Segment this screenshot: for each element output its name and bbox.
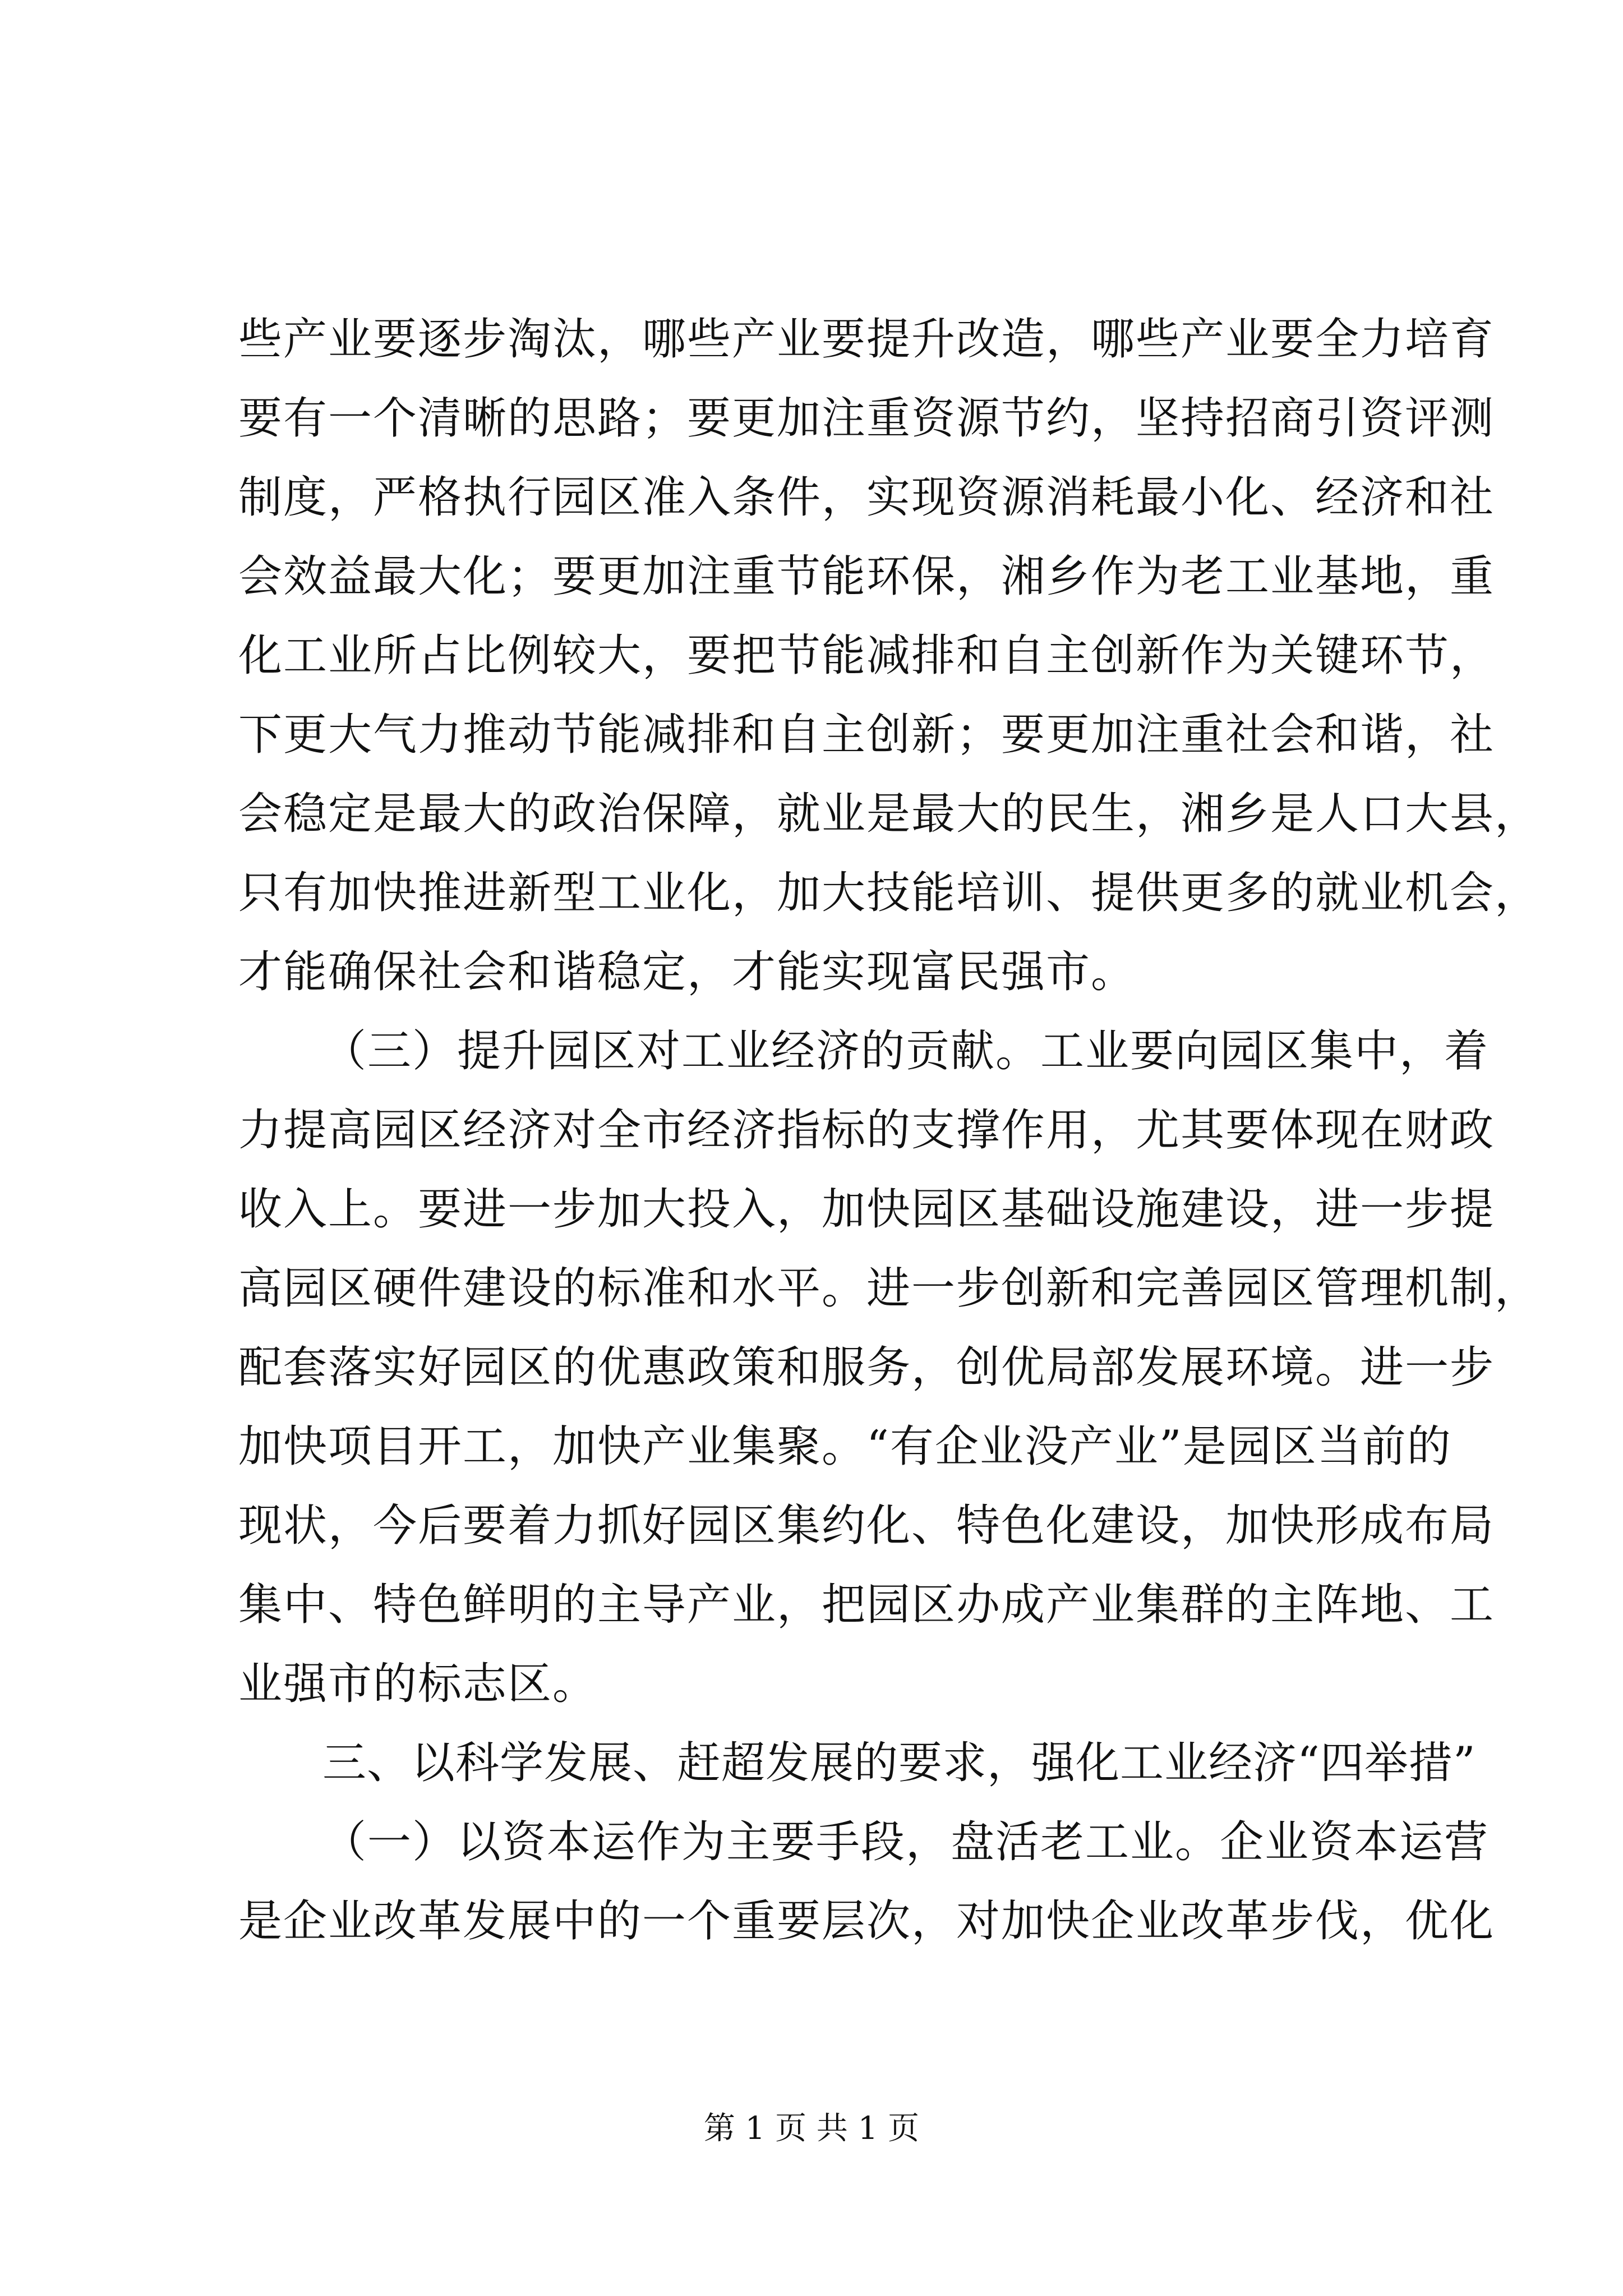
chapter-heading: 三、以科学发展、赶超发展的要求，强化工业经济“四举措”: [322, 1738, 1476, 1788]
text-line: 会效益最大化；要更加注重节能环保，湘乡作为老工业基地，重: [238, 551, 1495, 602]
text-line: 制度，严格执行园区准入条件，实现资源消耗最小化、经济和社: [238, 472, 1495, 523]
section-heading-line: （一）以资本运作为主要手段，盘活老工业。企业资本运营: [322, 1817, 1490, 1867]
text-line: 业强市的标志区。: [238, 1659, 598, 1709]
text-line: 高园区硬件建设的标准和水平。进一步创新和完善园区管理机制，: [238, 1263, 1540, 1314]
page-number-footer: 第 1 页 共 1 页: [703, 2110, 920, 2147]
text-line: 会稳定是最大的政治保障，就业是最大的民生，湘乡是人口大县，: [238, 789, 1540, 839]
text-line: 化工业所占比例较大，要把节能减排和自主创新作为关键环节，: [238, 631, 1495, 681]
text-line: 只有加快推进新型工业化，加大技能培训、提供更多的就业机会，: [238, 868, 1540, 918]
text-line: 些产业要逐步淘汰，哪些产业要提升改造，哪些产业要全力培育: [238, 314, 1495, 365]
text-line: 是企业改革发展中的一个重要层次，对加快企业改革步伐，优化: [238, 1896, 1495, 1947]
text-line: 力提高园区经济对全市经济指标的支撑作用，尤其要体现在财政: [238, 1105, 1495, 1156]
text-line: 收入上。要进一步加大投入，加快园区基础设施建设，进一步提: [238, 1184, 1495, 1235]
text-line: 现状，今后要着力抓好园区集约化、特色化建设，加快形成布局: [238, 1501, 1495, 1551]
section-heading-line: （三）提升园区对工业经济的贡献。工业要向园区集中，着: [322, 1026, 1490, 1076]
document-body: [238, 300, 1540, 1961]
text-line: 配套落实好园区的优惠政策和服务，创优局部发展环境。进一步: [238, 1342, 1495, 1393]
text-line: 要有一个清晰的思路；要更加注重资源节约，坚持招商引资评测: [238, 393, 1495, 444]
text-line: 集中、特色鲜明的主导产业，把园区办成产业集群的主阵地、工: [238, 1580, 1495, 1630]
text-line: 才能确保社会和谐稳定，才能实现富民强市。: [238, 947, 1136, 997]
text-line: 下更大气力推动节能减排和自主创新；要更加注重社会和谐，社: [238, 710, 1495, 760]
text-line: 加快项目开工，加快产业集聚。“有企业没产业”是园区当前的: [238, 1421, 1452, 1472]
